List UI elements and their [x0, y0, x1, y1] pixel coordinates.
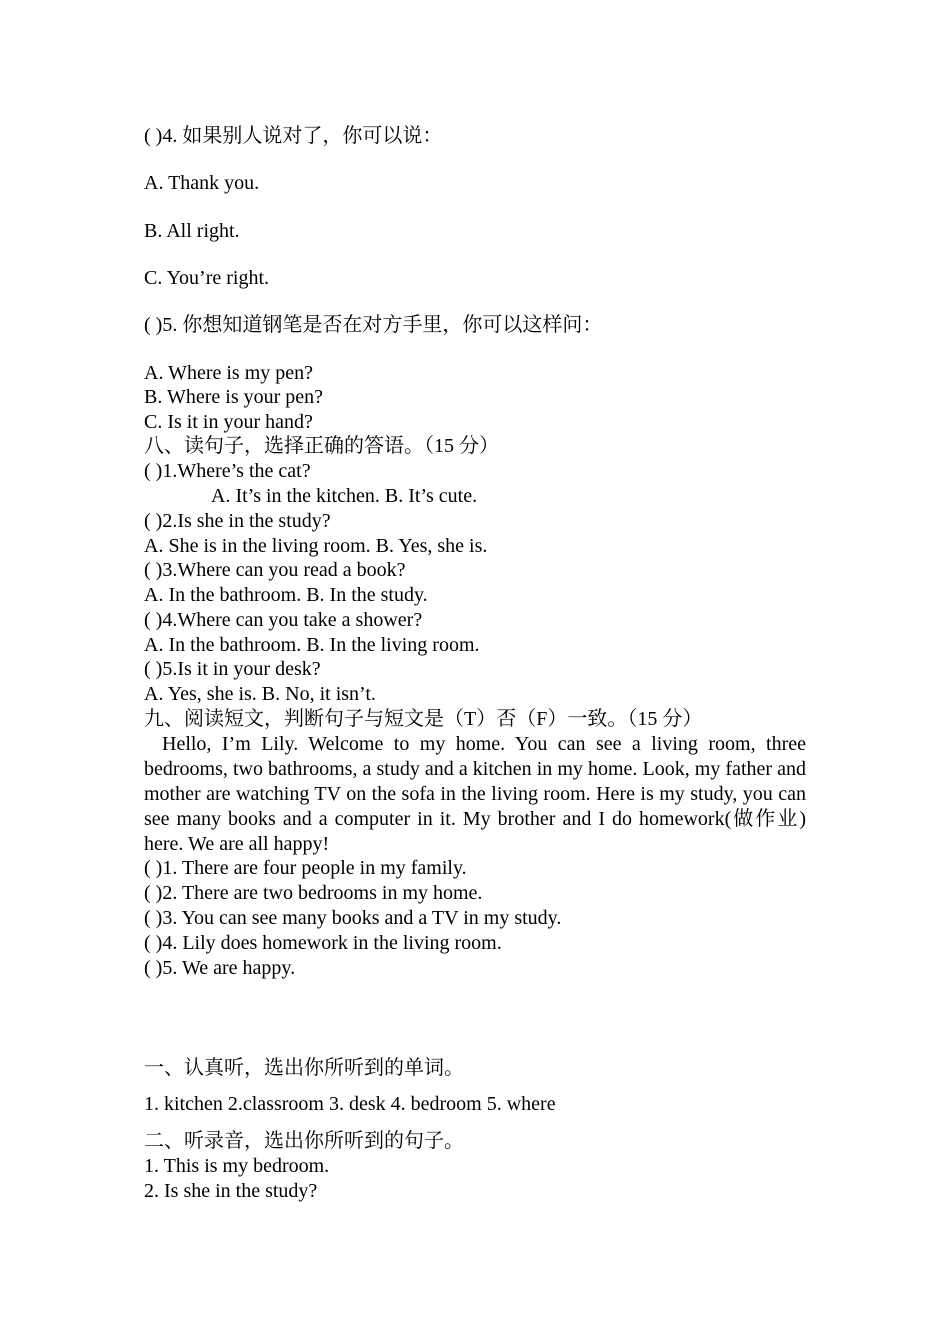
option-7-4-a: A. Thank you. — [144, 172, 260, 194]
question-7-5: ( )5. 你想知道钢笔是否在对方手里，你可以这样问： — [144, 314, 603, 336]
listening-sentence-1: 1. This is my bedroom. — [144, 1155, 330, 1177]
listening-heading-1: 一、认真听，选出你所听到的单词。 — [144, 1057, 464, 1079]
option-7-4-c: C. You’re right. — [144, 267, 270, 289]
question-8-5: ( )5.Is it in your desk? — [144, 658, 321, 680]
question-8-2: ( )2.Is she in the study? — [144, 510, 331, 532]
question-8-3: ( )3.Where can you read a book? — [144, 559, 406, 581]
options-8-4: A. In the bathroom. B. In the living room. — [144, 634, 480, 656]
option-7-5-a: A. Where is my pen? — [144, 362, 314, 384]
statement-9-4: ( )4. Lily does homework in the living room. — [144, 932, 502, 954]
options-8-2: A. She is in the living room. B. Yes, she is. — [144, 535, 488, 557]
option-7-5-b: B. Where is your pen? — [144, 386, 324, 408]
listening-sentence-2: 2. Is she in the study? — [144, 1180, 318, 1202]
option-7-5-c: C. Is it in your hand? — [144, 411, 313, 433]
question-8-1: ( )1.Where’s the cat? — [144, 460, 311, 482]
listening-words: 1. kitchen 2.classroom 3. desk 4. bedroom 5. where — [144, 1093, 556, 1115]
listening-heading-2: 二、听录音，选出你所听到的句子。 — [144, 1130, 464, 1152]
options-8-3: A. In the bathroom. B. In the study. — [144, 584, 428, 606]
section-8-heading: 八、读句子，选择正确的答语。（15 分） — [144, 435, 499, 457]
question-8-4: ( )4.Where can you take a shower? — [144, 609, 423, 631]
option-7-4-b: B. All right. — [144, 220, 240, 242]
options-8-5: A. Yes, she is. B. No, it isn’t. — [144, 683, 376, 705]
statement-9-5: ( )5. We are happy. — [144, 957, 296, 979]
reading-passage: Hello, I’m Lily. Welcome to my home. You can see a living room, three bedrooms, two bathrooms, a study and a kitchen in my home. Look, my father and mother are watching TV on the sofa in the living room. Here is my study, you can see many books and a computer in it. My brother and I do homework(做作业) here. We are all happy! — [144, 733, 806, 855]
question-7-4: ( )4. 如果别人说对了，你可以说： — [144, 125, 443, 147]
statement-9-1: ( )1. There are four people in my family. — [144, 857, 467, 879]
statement-9-3: ( )3. You can see many books and a TV in my study. — [144, 907, 562, 929]
section-9-heading: 九、阅读短文，判断句子与短文是（T）否（F）一致。（15 分） — [144, 708, 703, 730]
statement-9-2: ( )2. There are two bedrooms in my home. — [144, 882, 483, 904]
options-8-1: A. It’s in the kitchen. B. It’s cute. — [211, 485, 478, 507]
